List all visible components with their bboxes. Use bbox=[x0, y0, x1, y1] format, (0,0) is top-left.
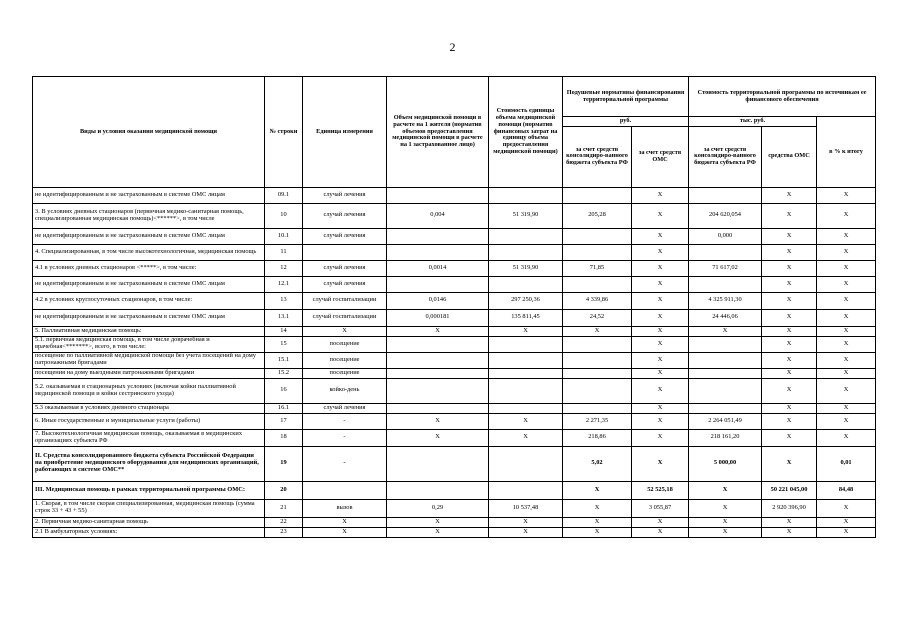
row-percent: X bbox=[817, 499, 876, 517]
table-row bbox=[33, 336, 876, 352]
row-name: посещение по паллиативной медицинской помощи без учета посещений на дому патронажными бригадами bbox=[33, 352, 265, 368]
row-unit bbox=[303, 244, 387, 260]
row-cost-oms: X bbox=[762, 260, 817, 276]
row-number: 11 bbox=[265, 244, 303, 260]
row-per-capita-oms: X bbox=[632, 203, 689, 228]
header-per-capita-budget: за счет средств консолидиро-ванного бюджета субъекта РФ bbox=[563, 126, 632, 187]
row-cost-oms: X bbox=[762, 517, 817, 527]
row-number: 13 bbox=[265, 292, 303, 309]
row-cost-budget bbox=[689, 187, 762, 203]
row-number: 19 bbox=[265, 446, 303, 481]
row-name: 2. Первичная медико-санитарная помощь bbox=[33, 517, 265, 527]
row-volume bbox=[387, 378, 489, 403]
row-percent: X bbox=[817, 292, 876, 309]
row-name: 3. В условиях дневных стационаров (первичная медико-санитарная помощь, специализированная медицинская помощь)<******>, в том числе bbox=[33, 203, 265, 228]
row-number: 17 bbox=[265, 413, 303, 429]
row-unit: случай госпитализации bbox=[303, 309, 387, 326]
row-percent: X bbox=[817, 244, 876, 260]
row-per-capita-budget: X bbox=[563, 527, 632, 537]
table-header bbox=[33, 77, 876, 188]
row-cost-oms: X bbox=[762, 378, 817, 403]
row-per-capita-oms: X bbox=[632, 276, 689, 292]
row-number: 12.1 bbox=[265, 276, 303, 292]
row-unit-cost: 135 811,45 bbox=[489, 309, 563, 326]
row-unit-cost: X bbox=[489, 527, 563, 537]
row-volume bbox=[387, 403, 489, 413]
row-name: не идентифицированным и не застрахованным в системе ОМС лицам bbox=[33, 228, 265, 244]
row-volume: 0,000181 bbox=[387, 309, 489, 326]
row-percent: X bbox=[817, 368, 876, 378]
row-volume bbox=[387, 446, 489, 481]
row-unit-cost bbox=[489, 276, 563, 292]
row-volume bbox=[387, 187, 489, 203]
row-unit: X bbox=[303, 517, 387, 527]
row-per-capita-oms: X bbox=[632, 228, 689, 244]
row-percent: X bbox=[817, 429, 876, 446]
row-per-capita-budget bbox=[563, 378, 632, 403]
row-cost-budget: 71 617,02 bbox=[689, 260, 762, 276]
row-name: 5.2. оказываемая в стационарных условиях (включая койки паллиативной медицинской помощи и койки сестринского ухода) bbox=[33, 378, 265, 403]
row-cost-oms: X bbox=[762, 446, 817, 481]
row-number: 09.1 bbox=[265, 187, 303, 203]
row-number: 21 bbox=[265, 499, 303, 517]
row-cost-budget: X bbox=[689, 499, 762, 517]
row-name: 5. Паллиативная медицинская помощь: bbox=[33, 326, 265, 336]
row-name: 4.1 в условиях дневных стационаров <*****>, в том числе: bbox=[33, 260, 265, 276]
row-per-capita-budget bbox=[563, 187, 632, 203]
table-row bbox=[33, 228, 876, 244]
row-unit: посещение bbox=[303, 368, 387, 378]
row-unit-cost: X bbox=[489, 413, 563, 429]
row-number: 16 bbox=[265, 378, 303, 403]
header-per-capita: Подушевые нормативы финансирования территориальной программы bbox=[563, 77, 689, 117]
row-cost-oms: X bbox=[762, 326, 817, 336]
row-unit: койко-день bbox=[303, 378, 387, 403]
row-unit-cost: 51 319,90 bbox=[489, 203, 563, 228]
row-per-capita-budget: 5,02 bbox=[563, 446, 632, 481]
row-unit-cost bbox=[489, 368, 563, 378]
row-unit-cost bbox=[489, 187, 563, 203]
row-number: 12 bbox=[265, 260, 303, 276]
row-cost-budget bbox=[689, 403, 762, 413]
row-volume: X bbox=[387, 429, 489, 446]
row-per-capita-oms: X bbox=[632, 187, 689, 203]
row-number: 10.1 bbox=[265, 228, 303, 244]
table-row bbox=[33, 517, 876, 527]
row-name: 6. Иные государственные и муниципальные услуги (работы) bbox=[33, 413, 265, 429]
row-percent: X bbox=[817, 527, 876, 537]
row-per-capita-oms: X bbox=[632, 309, 689, 326]
row-number: 18 bbox=[265, 429, 303, 446]
row-per-capita-budget bbox=[563, 403, 632, 413]
row-number: 23 bbox=[265, 527, 303, 537]
row-per-capita-budget bbox=[563, 368, 632, 378]
row-name: 5.3 оказываемая в условиях дневного стационара bbox=[33, 403, 265, 413]
row-volume: 0,29 bbox=[387, 499, 489, 517]
row-unit: - bbox=[303, 446, 387, 481]
row-per-capita-budget: 205,28 bbox=[563, 203, 632, 228]
row-unit: посещение bbox=[303, 352, 387, 368]
row-per-capita-oms: 52 525,18 bbox=[632, 481, 689, 499]
row-volume bbox=[387, 276, 489, 292]
row-cost-budget: X bbox=[689, 326, 762, 336]
row-cost-budget bbox=[689, 378, 762, 403]
row-percent: X bbox=[817, 352, 876, 368]
row-volume: 0,004 bbox=[387, 203, 489, 228]
row-cost-oms: X bbox=[762, 527, 817, 537]
row-unit: посещение bbox=[303, 336, 387, 352]
row-unit-cost: X bbox=[489, 517, 563, 527]
row-number: 22 bbox=[265, 517, 303, 527]
row-unit: X bbox=[303, 326, 387, 336]
table-row bbox=[33, 260, 876, 276]
page-number: 2 bbox=[449, 40, 456, 54]
header-cost-oms: средства ОМС bbox=[762, 126, 817, 187]
row-percent: 0,01 bbox=[817, 446, 876, 481]
row-name: 7. Высокотехнологичная медицинская помощь, оказываемая в медицинских организациях субъекта РФ bbox=[33, 429, 265, 446]
header-unit: Единица измерения bbox=[303, 77, 387, 188]
row-name: III. Медицинская помощь в рамках территориальной программы ОМС: bbox=[33, 481, 265, 499]
header-program-cost: Стоимость территориальной программы по источникам ее финансового обеспечения bbox=[689, 77, 876, 117]
row-volume bbox=[387, 228, 489, 244]
header-unit-cost: Стоимость единицы объема медицинской помощи (норматив финансовых затрат на единицу объема предоставления медицинской помощи) bbox=[489, 77, 563, 188]
row-number: 16.1 bbox=[265, 403, 303, 413]
row-volume bbox=[387, 336, 489, 352]
row-per-capita-budget: 24,52 bbox=[563, 309, 632, 326]
row-unit: - bbox=[303, 429, 387, 446]
row-cost-budget bbox=[689, 244, 762, 260]
table-row bbox=[33, 276, 876, 292]
row-per-capita-oms: X bbox=[632, 368, 689, 378]
row-per-capita-oms: X bbox=[632, 413, 689, 429]
row-per-capita-budget bbox=[563, 352, 632, 368]
row-volume bbox=[387, 368, 489, 378]
financing-table bbox=[32, 76, 876, 538]
row-per-capita-oms: X bbox=[632, 352, 689, 368]
row-cost-budget: 24 446,06 bbox=[689, 309, 762, 326]
table-row bbox=[33, 352, 876, 368]
row-per-capita-budget: 2 271,35 bbox=[563, 413, 632, 429]
header-volume: Объем медицинской помощи в расчете на 1 жителя (норматив объемов предоставления медицинской помощи в расчете на 1 застрахованное лицо) bbox=[387, 77, 489, 188]
row-unit-cost: X bbox=[489, 429, 563, 446]
row-per-capita-oms: X bbox=[632, 326, 689, 336]
row-volume: X bbox=[387, 413, 489, 429]
row-unit-cost bbox=[489, 244, 563, 260]
row-per-capita-oms: X bbox=[632, 292, 689, 309]
row-name: 5.1. первичная медицинская помощь, в том числе доврачебная и врачебная<*******>, всего, в том числе: bbox=[33, 336, 265, 352]
row-name: посещения на дому выездными патронажными бригадами bbox=[33, 368, 265, 378]
row-name: 1. Скорая, в том числе скорая специализированная, медицинская помощь (сумма строк 33 + 43 + 55) bbox=[33, 499, 265, 517]
row-percent: X bbox=[817, 260, 876, 276]
row-per-capita-budget bbox=[563, 244, 632, 260]
row-cost-budget: 4 325 911,30 bbox=[689, 292, 762, 309]
row-number: 13.1 bbox=[265, 309, 303, 326]
row-cost-oms: X bbox=[762, 228, 817, 244]
row-cost-oms: X bbox=[762, 292, 817, 309]
row-cost-budget: 204 620,054 bbox=[689, 203, 762, 228]
row-cost-budget: 218 161,20 bbox=[689, 429, 762, 446]
header-per-capita-oms: за счет средств ОМС bbox=[632, 126, 689, 187]
row-unit: X bbox=[303, 527, 387, 537]
table-row bbox=[33, 481, 876, 499]
row-cost-budget: 2 264 051,49 bbox=[689, 413, 762, 429]
row-percent: X bbox=[817, 326, 876, 336]
row-number: 14 bbox=[265, 326, 303, 336]
table-row bbox=[33, 413, 876, 429]
row-cost-oms: X bbox=[762, 352, 817, 368]
row-per-capita-budget: X bbox=[563, 326, 632, 336]
row-name: 2.1 В амбулаторных условиях: bbox=[33, 527, 265, 537]
row-per-capita-budget bbox=[563, 276, 632, 292]
row-per-capita-oms: X bbox=[632, 260, 689, 276]
header-name: Виды и условия оказания медицинской помощи bbox=[33, 77, 265, 188]
row-cost-budget: 0,000 bbox=[689, 228, 762, 244]
row-percent: X bbox=[817, 276, 876, 292]
row-unit-cost bbox=[489, 446, 563, 481]
table-row bbox=[33, 429, 876, 446]
row-unit-cost bbox=[489, 481, 563, 499]
row-unit: случай госпитализации bbox=[303, 292, 387, 309]
table-row bbox=[33, 527, 876, 537]
row-per-capita-oms: X bbox=[632, 244, 689, 260]
header-row-number: № строки bbox=[265, 77, 303, 188]
row-cost-oms: X bbox=[762, 403, 817, 413]
table-row bbox=[33, 292, 876, 309]
row-cost-oms: X bbox=[762, 413, 817, 429]
table-body bbox=[33, 187, 876, 537]
row-per-capita-oms: 3 055,87 bbox=[632, 499, 689, 517]
row-percent: X bbox=[817, 413, 876, 429]
row-per-capita-oms: X bbox=[632, 378, 689, 403]
row-unit: случай лечения bbox=[303, 276, 387, 292]
row-number: 20 bbox=[265, 481, 303, 499]
row-number: 15.1 bbox=[265, 352, 303, 368]
row-cost-oms: X bbox=[762, 336, 817, 352]
row-per-capita-budget: 4 339,86 bbox=[563, 292, 632, 309]
row-unit-cost bbox=[489, 403, 563, 413]
row-unit-cost bbox=[489, 352, 563, 368]
row-cost-budget bbox=[689, 368, 762, 378]
row-unit: - bbox=[303, 413, 387, 429]
row-percent: X bbox=[817, 228, 876, 244]
row-unit-cost bbox=[489, 336, 563, 352]
row-cost-oms: X bbox=[762, 203, 817, 228]
row-unit-cost: X bbox=[489, 326, 563, 336]
table-row bbox=[33, 403, 876, 413]
row-cost-oms: X bbox=[762, 276, 817, 292]
row-unit: случай лечения bbox=[303, 228, 387, 244]
row-unit-cost bbox=[489, 378, 563, 403]
header-program-cost-unit: тыс. руб. bbox=[689, 117, 817, 127]
row-volume: 0,0146 bbox=[387, 292, 489, 309]
table-row bbox=[33, 309, 876, 326]
row-cost-oms: X bbox=[762, 309, 817, 326]
table-row bbox=[33, 499, 876, 517]
row-volume: 0,0014 bbox=[387, 260, 489, 276]
row-unit bbox=[303, 481, 387, 499]
row-per-capita-oms: X bbox=[632, 336, 689, 352]
row-name: не идентифицированным и не застрахованным в системе ОМС лицам bbox=[33, 309, 265, 326]
row-per-capita-oms: X bbox=[632, 517, 689, 527]
row-cost-budget bbox=[689, 352, 762, 368]
header-cost-budget: за счет средств консолидиро-ванного бюджета субъекта РФ bbox=[689, 126, 762, 187]
header-percent: в % к итогу bbox=[817, 117, 876, 188]
row-volume bbox=[387, 352, 489, 368]
row-cost-oms: X bbox=[762, 429, 817, 446]
row-volume: X bbox=[387, 527, 489, 537]
row-per-capita-budget bbox=[563, 336, 632, 352]
row-cost-budget bbox=[689, 336, 762, 352]
row-per-capita-budget: 71,85 bbox=[563, 260, 632, 276]
row-volume: X bbox=[387, 517, 489, 527]
row-unit-cost: 10 537,48 bbox=[489, 499, 563, 517]
row-name: II. Средства консолидированного бюджета субъекта Российской Федерации на приобретение медицинского оборудования для медицинских организаций, работающих в системе ОМС** bbox=[33, 446, 265, 481]
row-per-capita-oms: X bbox=[632, 527, 689, 537]
row-percent: X bbox=[817, 309, 876, 326]
row-per-capita-budget: X bbox=[563, 481, 632, 499]
row-unit: случай лечения bbox=[303, 187, 387, 203]
row-cost-budget: X bbox=[689, 517, 762, 527]
row-per-capita-oms: X bbox=[632, 429, 689, 446]
row-cost-budget bbox=[689, 276, 762, 292]
row-volume: X bbox=[387, 326, 489, 336]
header-per-capita-unit: руб. bbox=[563, 117, 689, 127]
table-row bbox=[33, 187, 876, 203]
row-cost-oms: 50 221 045,00 bbox=[762, 481, 817, 499]
row-per-capita-budget: X bbox=[563, 499, 632, 517]
row-percent: X bbox=[817, 203, 876, 228]
row-name: 4. Специализированная, в том числе высокотехнологичная, медицинская помощь bbox=[33, 244, 265, 260]
row-per-capita-budget: 218,86 bbox=[563, 429, 632, 446]
table-row bbox=[33, 203, 876, 228]
row-per-capita-oms: X bbox=[632, 446, 689, 481]
row-name: не идентифицированным и не застрахованным в системе ОМС лицам bbox=[33, 187, 265, 203]
row-unit: случай лечения bbox=[303, 403, 387, 413]
row-percent: 84,48 bbox=[817, 481, 876, 499]
row-percent: X bbox=[817, 336, 876, 352]
row-unit: случай лечения bbox=[303, 260, 387, 276]
table-row bbox=[33, 368, 876, 378]
row-unit-cost: 51 319,90 bbox=[489, 260, 563, 276]
row-name: не идентифицированным и не застрахованным в системе ОМС лицам bbox=[33, 276, 265, 292]
row-cost-budget: 5 000,00 bbox=[689, 446, 762, 481]
row-number: 15.2 bbox=[265, 368, 303, 378]
row-cost-oms: X bbox=[762, 244, 817, 260]
row-cost-oms: 2 920 396,90 bbox=[762, 499, 817, 517]
row-unit-cost: 297 250,36 bbox=[489, 292, 563, 309]
row-per-capita-budget: X bbox=[563, 517, 632, 527]
table-row bbox=[33, 446, 876, 481]
row-unit: случай лечения bbox=[303, 203, 387, 228]
table-row bbox=[33, 378, 876, 403]
row-percent: X bbox=[817, 187, 876, 203]
row-percent: X bbox=[817, 403, 876, 413]
row-volume bbox=[387, 481, 489, 499]
row-volume bbox=[387, 244, 489, 260]
table-row bbox=[33, 244, 876, 260]
row-name: 4.2 в условиях круглосуточных стационаров, в том числе: bbox=[33, 292, 265, 309]
row-cost-budget: X bbox=[689, 481, 762, 499]
row-cost-oms: X bbox=[762, 187, 817, 203]
row-unit-cost bbox=[489, 228, 563, 244]
row-unit: вызов bbox=[303, 499, 387, 517]
row-cost-oms: X bbox=[762, 368, 817, 378]
row-percent: X bbox=[817, 517, 876, 527]
row-cost-budget: X bbox=[689, 527, 762, 537]
row-percent: X bbox=[817, 378, 876, 403]
row-number: 10 bbox=[265, 203, 303, 228]
row-per-capita-oms: X bbox=[632, 403, 689, 413]
table-row bbox=[33, 326, 876, 336]
row-per-capita-budget bbox=[563, 228, 632, 244]
row-number: 15 bbox=[265, 336, 303, 352]
